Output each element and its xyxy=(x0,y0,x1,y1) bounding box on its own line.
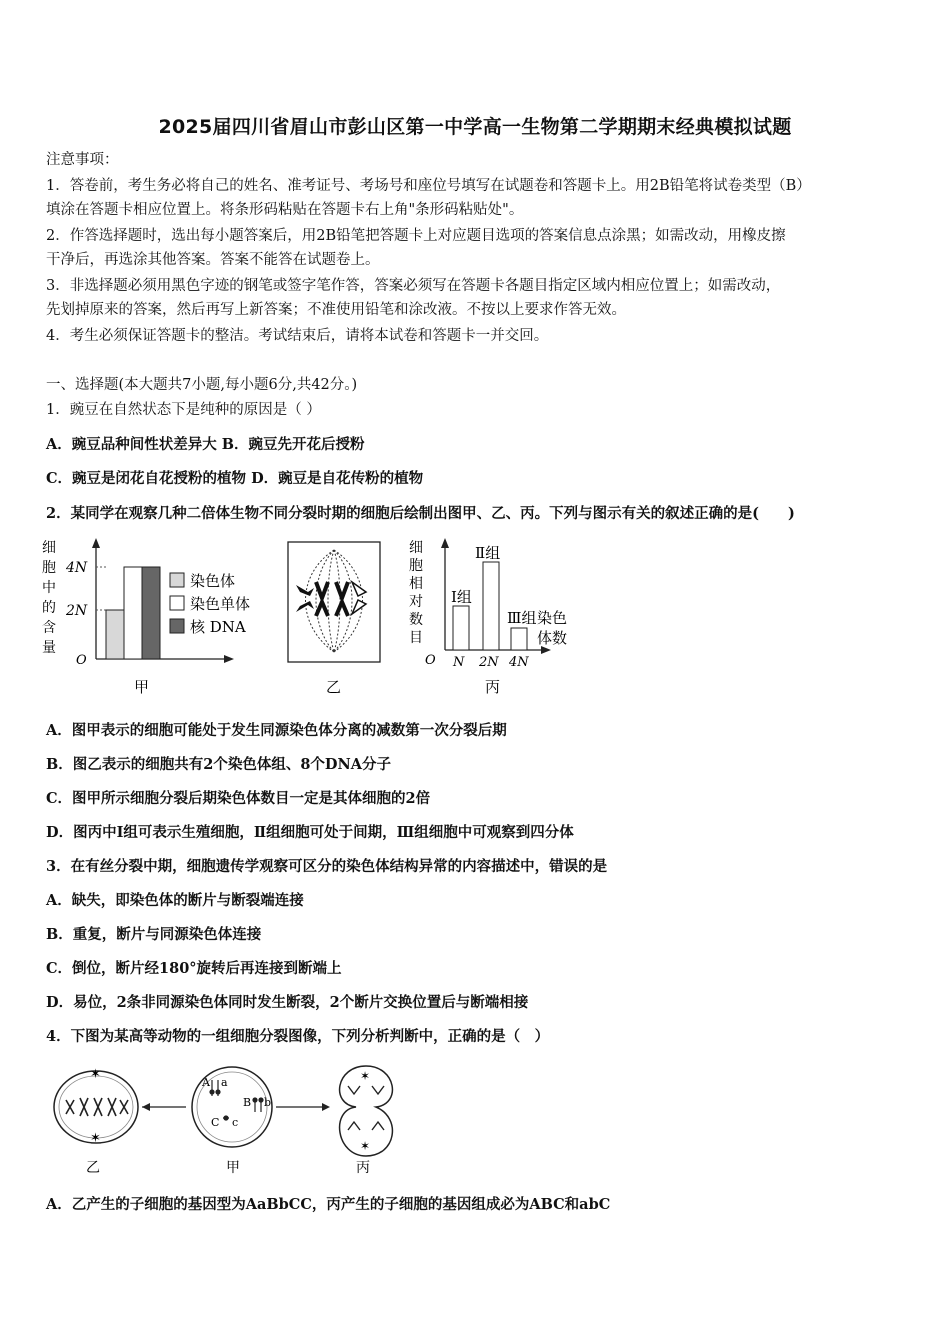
section-heading: 一、选择题(本大题共7小题,每小题6分,共42分。) xyxy=(46,377,358,393)
question-3-option-a: A．缺失，即染色体的断片与断裂端连接 xyxy=(46,892,304,909)
q4-gene-A: A xyxy=(202,1076,210,1089)
jia-legend-chromatid: 染色单体 xyxy=(190,595,251,613)
bing-bar-4N xyxy=(511,628,527,650)
q4-caption-jia: 甲 xyxy=(226,1160,240,1176)
y-axis-label-char: 的 xyxy=(42,600,56,616)
jia-caption: 甲 xyxy=(134,678,150,696)
q4-gene-C: C xyxy=(211,1116,220,1129)
bing-x-label-1: 染色 xyxy=(537,609,568,627)
question-3-option-b: B．重复，断片与同源染色体连接 xyxy=(46,926,262,943)
y-axis-label-char: 含 xyxy=(42,620,56,636)
q4-yi-chromosomes xyxy=(66,1098,128,1116)
y-axis-label-char: 目 xyxy=(409,630,423,646)
jia-x-axis-arrow xyxy=(224,655,234,663)
jia-legend-swatch-chromatid xyxy=(170,596,184,610)
jia-bar-dna xyxy=(142,567,160,659)
question-2-option-b: B．图乙表示的细胞共有2个染色体组、8个DNA分子 xyxy=(46,756,392,773)
bing-origin: O xyxy=(425,653,436,668)
q4-caption-bing: 丙 xyxy=(356,1160,370,1176)
question-4-option-a: A．乙产生的子细胞的基因型为AaBbCC，丙产生的子细胞的基因组成必为ABC和abC xyxy=(46,1196,611,1213)
y-axis-label-char: 胞 xyxy=(409,558,423,574)
notice-line: 先划掉原来的答案，然后再写上新答案；不准使用铅笔和涂改液。不按以上要求作答无效。 xyxy=(46,302,626,318)
q4-centrosome-icon: ✶ xyxy=(360,1139,371,1153)
bing-xtick-2n: 2N xyxy=(479,655,499,670)
jia-tick-4n: 4N xyxy=(66,560,88,576)
notice-heading: 注意事项： xyxy=(46,152,119,168)
bing-bar-2N xyxy=(483,562,499,650)
y-axis-label-char: 量 xyxy=(42,640,56,656)
bing-group-label-3: Ⅲ组 xyxy=(507,609,537,627)
q4-arrow-head xyxy=(322,1103,330,1111)
bing-y-axis-arrow xyxy=(441,538,449,548)
jia-y-axis-label xyxy=(42,540,56,656)
figure-bing-chart xyxy=(405,532,595,700)
jia-legend-chromosome: 染色体 xyxy=(190,572,236,590)
y-axis-label-char: 相 xyxy=(409,576,423,592)
notice-line: 3．非选择题必须用黑色字迹的钢笔或签字笔作答，答案必须写在答题卡各题目指定区域内相应位置上；如需改动， xyxy=(46,278,781,294)
question-3-option-c: C．倒位，断片经180°旋转后再连接到断端上 xyxy=(46,960,342,977)
question-2-stem: 2．某同学在观察几种二倍体生物不同分裂时期的细胞后绘制出图甲、乙、丙。下列与图示有关的叙述正确的是( ) xyxy=(46,505,795,522)
q4-gene-b: b xyxy=(264,1096,272,1109)
jia-bar-chromatid xyxy=(124,567,142,659)
question-1-options-ab: A．豌豆品种间性状差异大 B．豌豆先开花后授粉 xyxy=(46,436,365,453)
question-3-stem: 3．在有丝分裂中期，细胞遗传学观察可区分的染色体结构异常的内容描述中，错误的是 xyxy=(46,858,608,875)
q4-jia-chromosomes xyxy=(210,1080,263,1120)
jia-legend-swatch-chromosome xyxy=(170,573,184,587)
q4-centrosome-icon: ✶ xyxy=(90,1067,101,1082)
bing-caption: 丙 xyxy=(485,678,501,696)
q4-gene-B: B xyxy=(243,1096,252,1109)
jia-legend-dna: 核 DNA xyxy=(190,618,246,636)
page-title: 2025届四川省眉山市彭山区第一中学高一生物第二学期期末经典模拟试题 xyxy=(158,116,792,138)
jia-y-axis-arrow xyxy=(92,538,100,548)
figure-yi-cell xyxy=(286,540,386,700)
y-axis-label-char: 对 xyxy=(409,594,423,610)
q4-centrosome-icon: ✶ xyxy=(90,1131,101,1146)
jia-bar-chromosome xyxy=(106,610,124,659)
q4-gene-c: c xyxy=(232,1116,239,1129)
q4-arrow-head xyxy=(142,1103,150,1111)
notice-line: 干净后，再选涂其他答案。答案不能答在试题卷上。 xyxy=(46,252,380,268)
notice-line: 2．作答选择题时，选出每小题答案后，用2B铅笔把答题卡上对应题目选项的答案信息点涂黑；如需改动，用橡皮擦 xyxy=(46,228,786,244)
question-1-options-cd: C．豌豆是闭花自花授粉的植物 D．豌豆是自花传粉的植物 xyxy=(46,470,424,487)
question-2-option-c: C．图甲所示细胞分裂后期染色体数目一定是其体细胞的2倍 xyxy=(46,790,431,807)
y-axis-label-char: 胞 xyxy=(42,560,56,576)
jia-tick-2n: 2N xyxy=(66,603,88,619)
figure-q4-cells xyxy=(50,1060,410,1180)
notice-line: 填涂在答题卡相应位置上。将条形码粘贴在答题卡右上角"条形码粘贴处"。 xyxy=(46,202,524,218)
bing-group-label-2: Ⅱ组 xyxy=(475,544,501,562)
question-2-option-a: A．图甲表示的细胞可能处于发生同源染色体分离的减数第一次分裂后期 xyxy=(46,722,507,739)
y-axis-label-char: 数 xyxy=(409,612,423,628)
yi-caption: 乙 xyxy=(326,678,342,696)
y-axis-label-char: 中 xyxy=(42,580,56,596)
notice-line: 1．答卷前，考生务必将自己的姓名、准考证号、考场号和座位号填写在试题卷和答题卡上。用2B铅笔将试卷类型（B） xyxy=(46,178,811,194)
yi-cell-outline xyxy=(288,542,380,662)
bing-bar-N xyxy=(453,606,469,650)
yi-chromosomes xyxy=(296,582,366,616)
bing-xtick-4n: 4N xyxy=(509,655,529,670)
bing-xtick-n: N xyxy=(453,655,465,670)
jia-legend-swatch-dna xyxy=(170,619,184,633)
y-axis-label-char: 细 xyxy=(42,540,56,556)
bing-bars xyxy=(453,562,527,650)
q4-caption-yi: 乙 xyxy=(86,1160,100,1176)
bing-x-label-2: 体数 xyxy=(537,629,568,647)
figure-jia-chart xyxy=(38,532,278,700)
yi-spindle xyxy=(306,550,363,652)
jia-origin: O xyxy=(76,653,87,668)
q4-gene-a: a xyxy=(221,1076,228,1089)
question-4-stem: 4．下图为某高等动物的一组细胞分裂图像，下列分析判断中，正确的是（ ） xyxy=(46,1028,550,1045)
bing-y-axis-label xyxy=(409,540,423,646)
notice-line: 4．考生必须保证答题卡的整洁。考试结束后，请将本试卷和答题卡一并交回。 xyxy=(46,328,549,344)
bing-x-axis-arrow xyxy=(541,646,551,654)
question-3-option-d: D．易位，2条非同源染色体同时发生断裂，2个断片交换位置后与断端相接 xyxy=(46,994,529,1011)
question-2-option-d: D．图丙中Ⅰ组可表示生殖细胞，Ⅱ组细胞可处于间期，Ⅲ组细胞中可观察到四分体 xyxy=(46,824,574,841)
bing-group-label-1: Ⅰ组 xyxy=(451,588,472,606)
q4-centrosome-icon: ✶ xyxy=(360,1069,371,1083)
question-1-stem: 1．豌豆在自然状态下是纯种的原因是（ ） xyxy=(46,402,321,418)
y-axis-label-char: 细 xyxy=(409,540,423,556)
